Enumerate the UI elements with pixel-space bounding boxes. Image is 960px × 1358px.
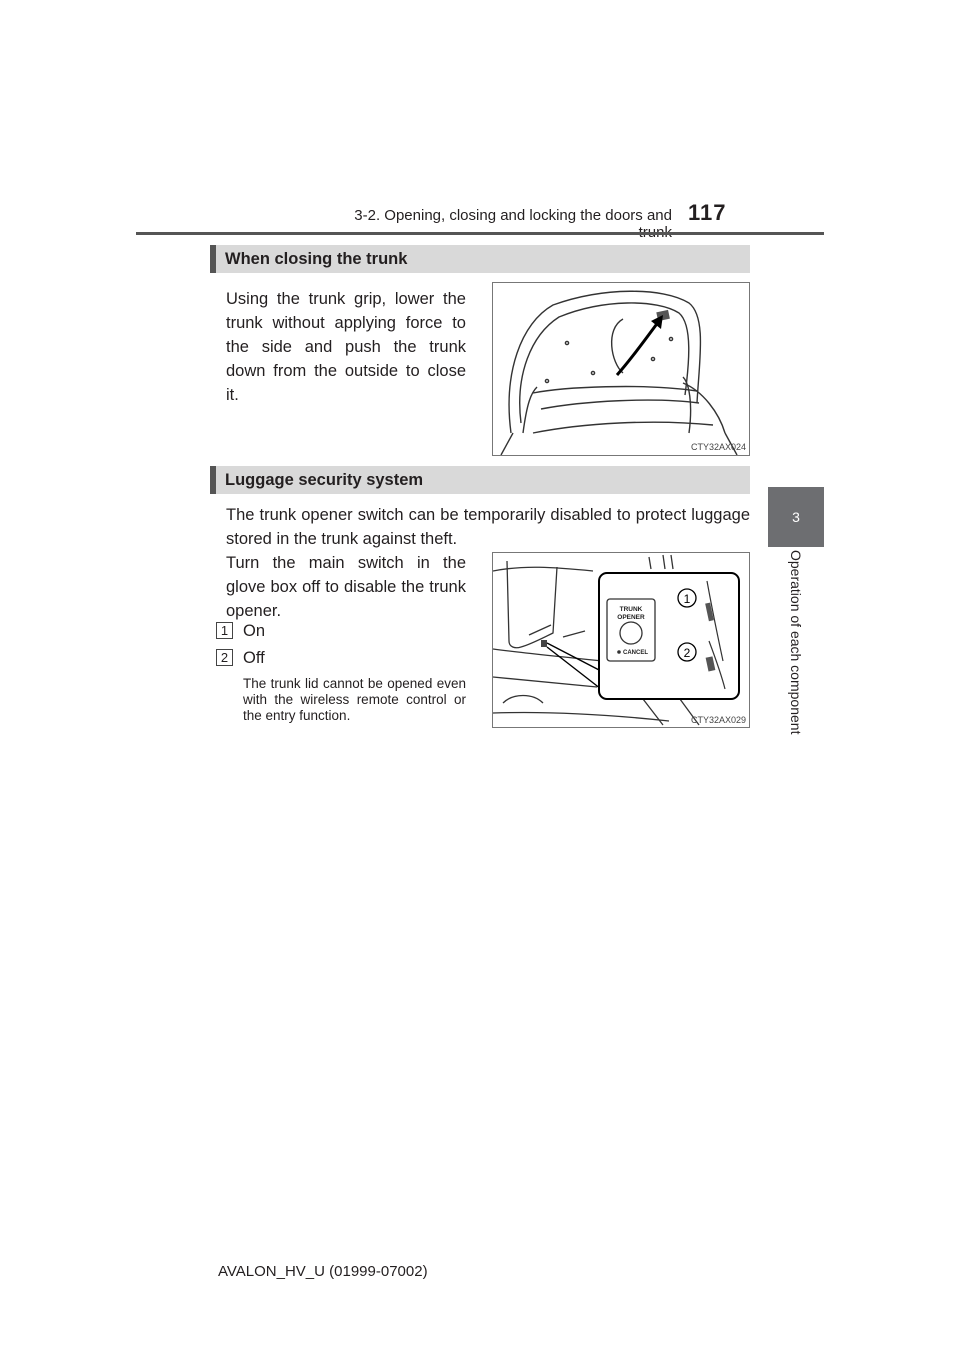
- section-heading-security: Luggage security system: [210, 466, 750, 494]
- figure-code-security: CTY32AX029: [691, 715, 747, 725]
- trunk-closing-illustration: [492, 282, 750, 456]
- item-number-2: 2: [216, 649, 233, 666]
- switch-button-icon: [620, 622, 642, 644]
- item-number-1: 1: [216, 622, 233, 639]
- switch-label-trunk: TRUNK: [619, 606, 643, 613]
- switch-label-opener: OPENER: [617, 614, 645, 621]
- item-label-on: On: [243, 622, 266, 640]
- figure-code-closing: CTY32AX024: [691, 442, 747, 452]
- section-heading-closing: When closing the trunk: [210, 245, 750, 273]
- callout-1: 1: [683, 592, 691, 606]
- chapter-title-vertical: [768, 550, 824, 750]
- glove-box-drawing: [493, 553, 749, 727]
- callout-2: 2: [683, 646, 691, 660]
- switch-label-cancel: CANCEL: [623, 650, 648, 656]
- cancel-indicator-icon: [617, 650, 621, 654]
- footer-doc-id: AVALON_HV_U (01999-07002): [218, 1263, 428, 1280]
- closing-instructions: Using the trunk grip, lower the trunk without applying force to the side and push the trunk down from the outside to close it.: [226, 290, 466, 404]
- chapter-tab: 3: [768, 487, 824, 547]
- item-label-off: Off: [243, 649, 265, 667]
- page-number: 117: [688, 200, 727, 225]
- trunk-lid-drawing: [493, 283, 749, 455]
- glove-box-switch-illustration: [492, 552, 750, 728]
- security-instruction: Turn the main switch in the glove box off to disable the trunk opener.: [226, 554, 466, 620]
- chapter-title: Operation of each component: [788, 550, 804, 735]
- security-note: The trunk lid cannot be opened even with the wireless remote control or the entry function.: [243, 676, 466, 723]
- header-rule: [136, 232, 824, 235]
- running-header: 3-2. Opening, closing and locking the doors and: [354, 207, 672, 224]
- security-intro: The trunk opener switch can be temporarily disabled to protect luggage stored in the trunk against theft.: [226, 506, 750, 548]
